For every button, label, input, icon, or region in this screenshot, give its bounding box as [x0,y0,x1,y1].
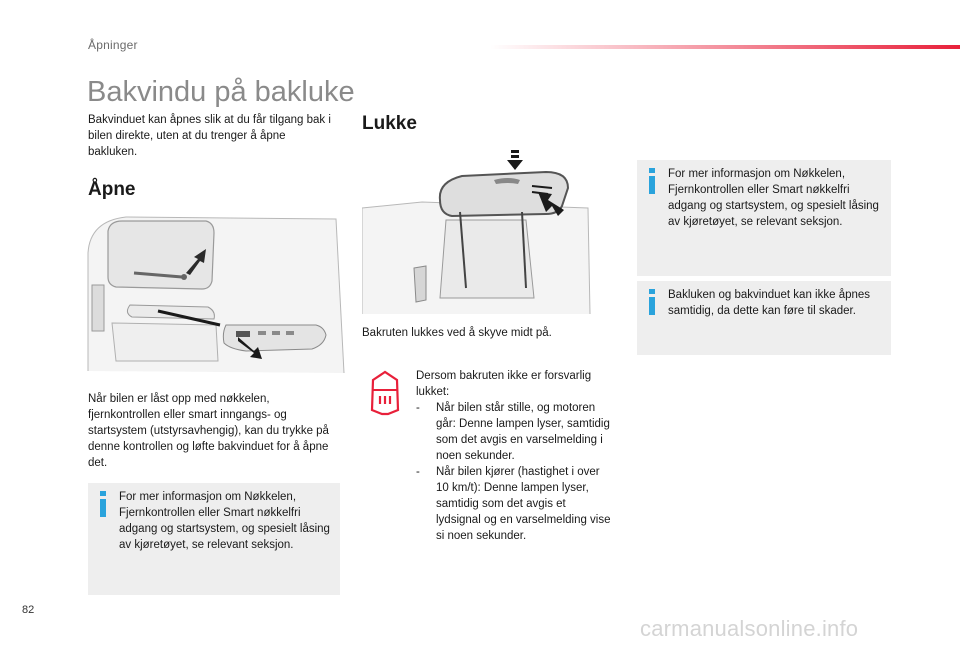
open-instructions: Når bilen er låst opp med nøkkelen, fjernkontrollen eller smart inngangs- og startsystem (utstyrsavhengig), kan du trykke på denne kontrollen og løfte bakvinduet for å åpne det. [88,393,329,469]
info-icon [649,168,655,194]
warning-icon [368,370,402,416]
rear-window-open-drawing [362,148,592,316]
illustration-open-rear-window [86,213,346,373]
header-accent-bar [490,45,960,49]
rear-door-drawing [86,213,346,373]
info-text: For mer informasjon om Nøkkelen, Fjernkontrollen eller Smart nøkkelfri adgang og startsystem, og spesielt låsing av kjøretøyet, se relevant seksjon. [119,491,330,551]
warning-item-text: Når bilen står stille, og motoren går: Denne lampen lyser, samtidig som det avgis en varselmelding i noen sekunder. [436,402,610,462]
heading-open: Åpne [88,179,136,200]
illustration-close-rear-window [362,148,592,316]
warning-block [362,366,612,546]
watermark: carmanualsonline.info [640,616,859,641]
info-box-simultaneous [637,281,891,355]
info-icon [100,491,106,517]
page-number: 82 [22,604,35,616]
warning-item-text: Når bilen kjører (hastighet i over 10 km/t): Denne lampen lyser, samtidig som det avgis et lydsignal og en varselmelding vise si noen sekunder. [436,466,611,542]
info-text: For mer informasjon om Nøkkelen, Fjernkontrollen eller Smart nøkkelfri adgang og startsystem, og spesielt låsing av kjøretøyet, se relevant seksjon. [668,168,879,228]
page-title: Bakvindu på bakluke [87,76,355,108]
info-box-keys-sidebar [637,160,891,276]
info-box-keys [88,483,340,595]
close-instructions: Bakruten lukkes ved å skyve midt på. [362,327,552,339]
warning-lead: Dersom bakruten ikke er forsvarlig lukket: [416,370,592,398]
warning-item: - Når bilen kjører (hastighet i over 10 km/t): Denne lampen lyser, samtidig som det avgis et lydsignal og en varselmelding vise si noen sekunder. [416,466,611,542]
info-icon [649,289,655,315]
warning-item: - Når bilen står stille, og motoren går: Denne lampen lyser, samtidig som det avgis en varselmelding i noen sekunder. [416,400,612,464]
section-tag: Åpninger [88,38,138,52]
heading-close: Lukke [362,113,417,134]
intro-text: Bakvinduet kan åpnes slik at du får tilgang bak i bilen direkte, uten at du trenger å åpne bakluken. [88,114,331,158]
warning-text [416,368,612,544]
info-text: Bakluken og bakvinduet kan ikke åpnes samtidig, da dette kan føre til skader. [668,289,871,317]
